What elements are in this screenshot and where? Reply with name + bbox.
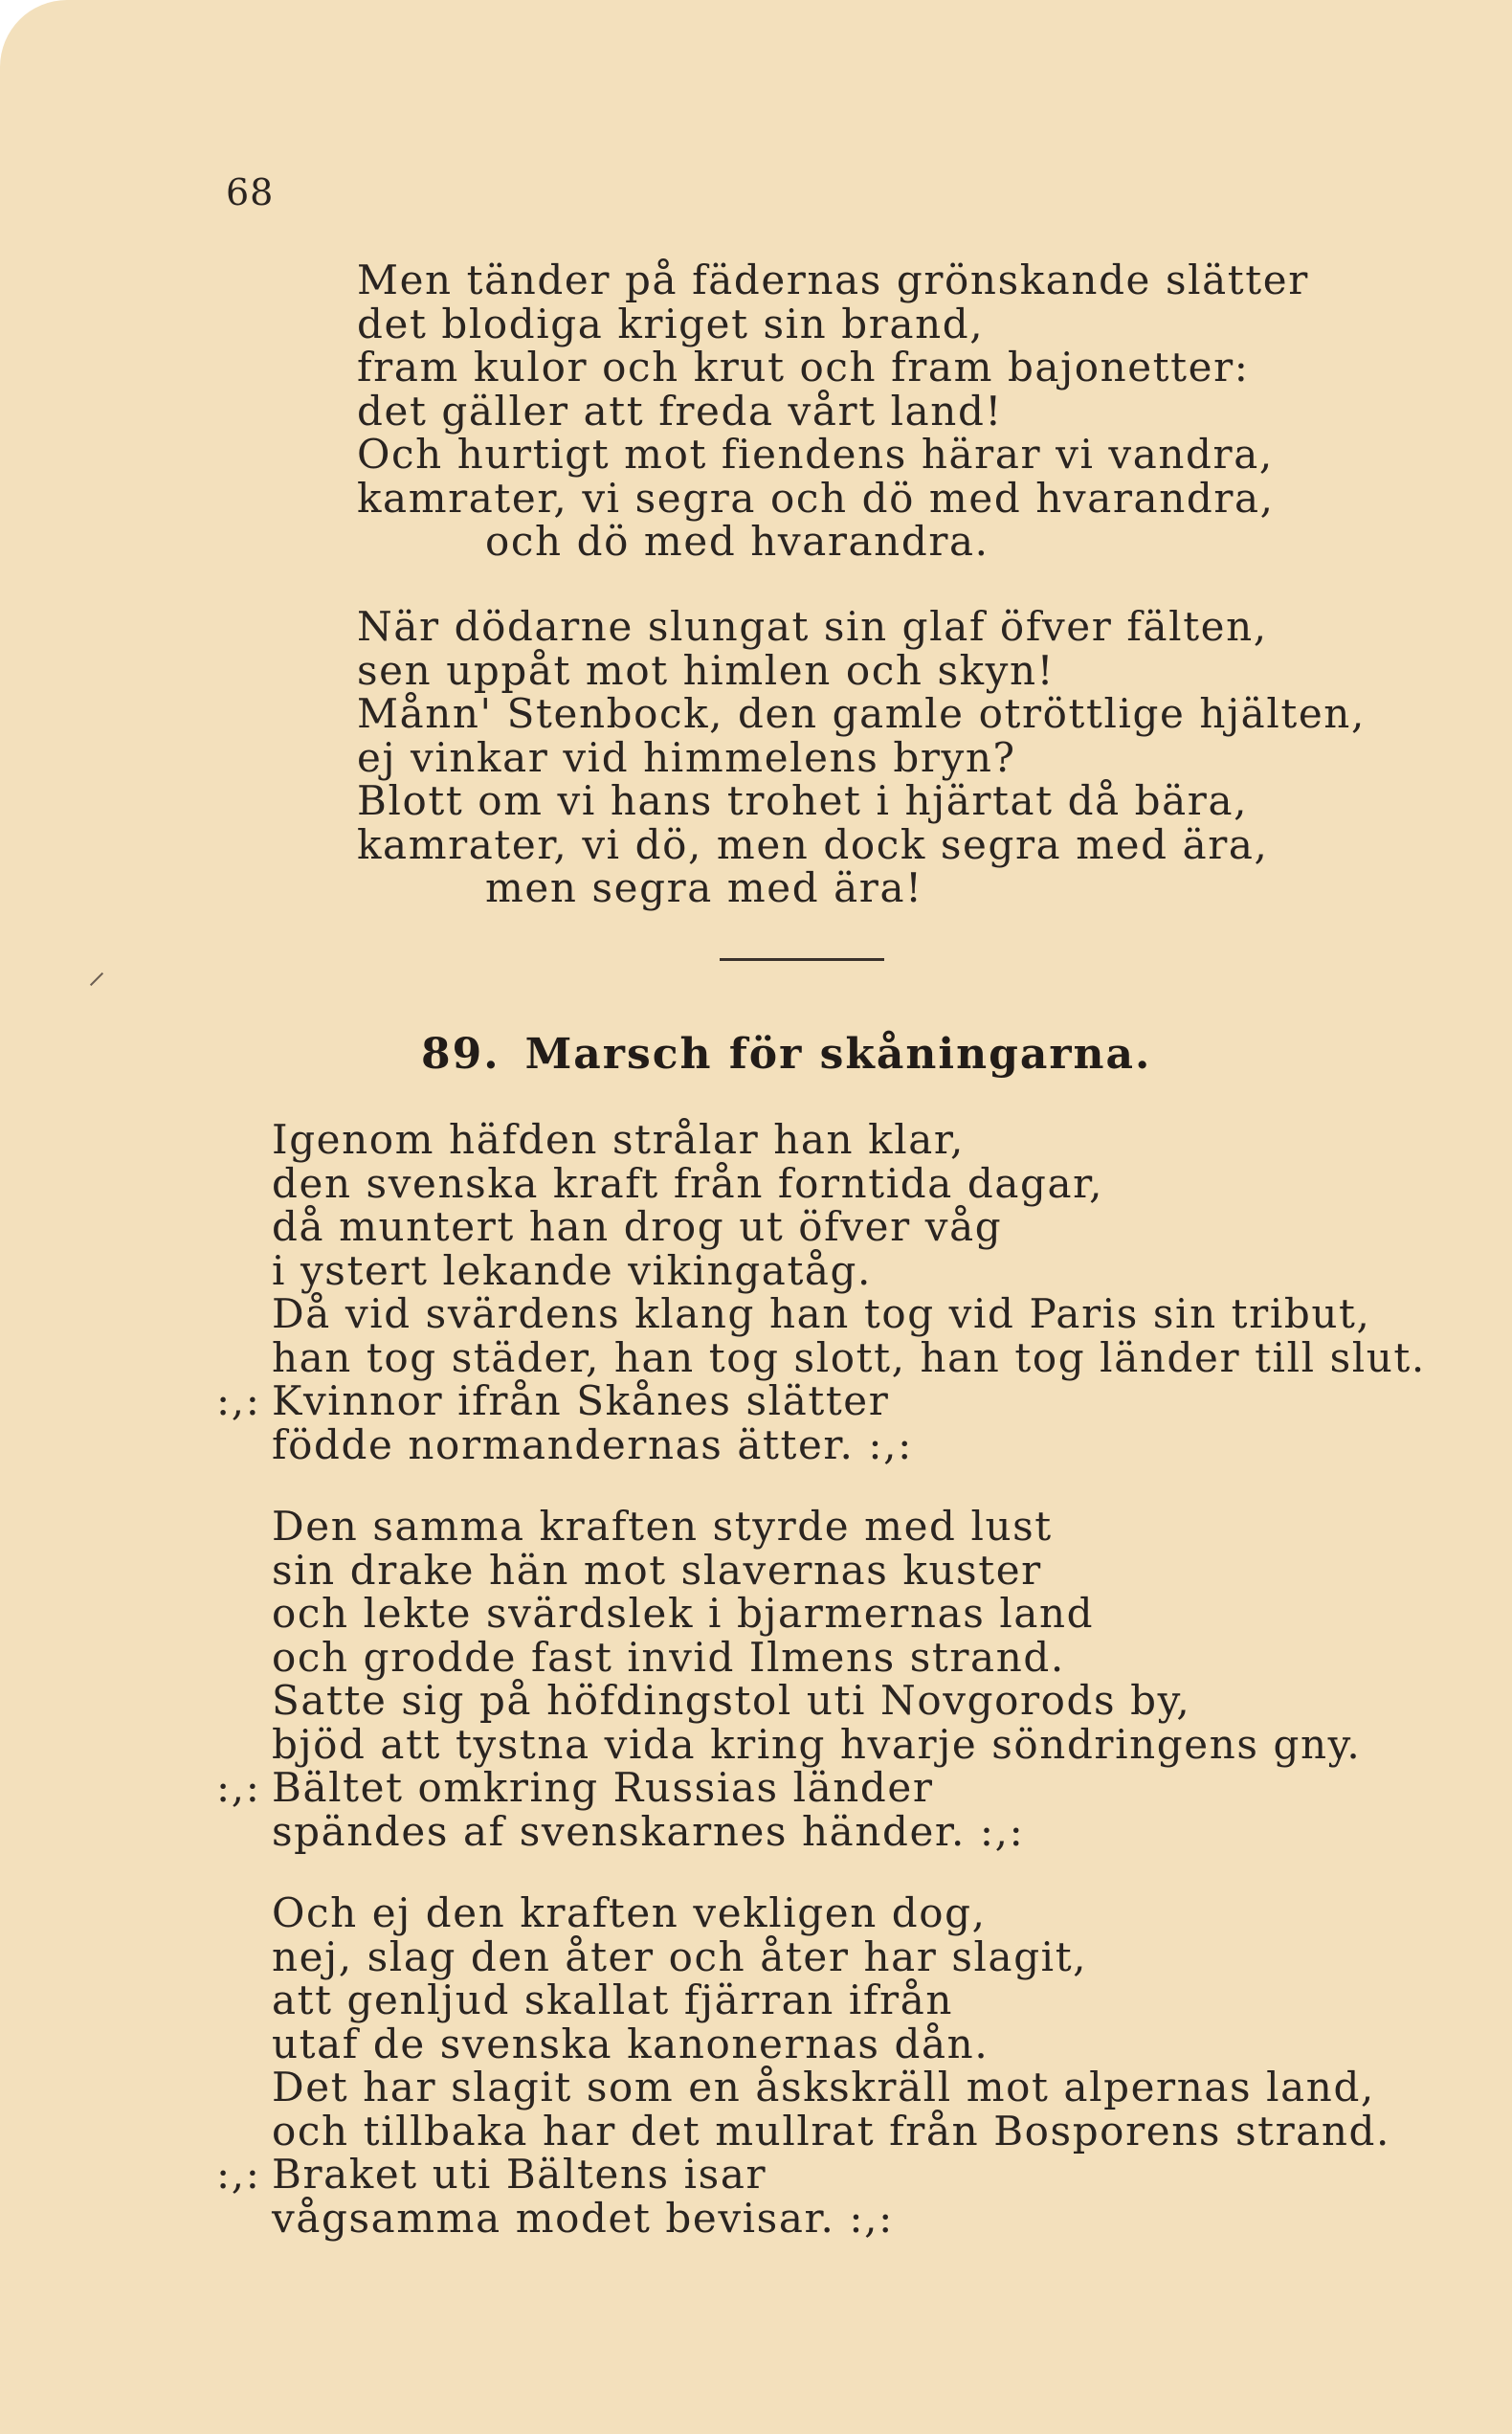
verse-line — [357, 474, 1309, 522]
verse-line — [357, 779, 1366, 823]
verse-text: kamrater, vi segra och dö med hvarandra, — [357, 474, 1275, 522]
verse-line — [272, 1633, 1361, 1681]
verse-text: Det har slagit som en åskskräll mot alpernas land, — [272, 2064, 1375, 2110]
verse-line — [357, 387, 1309, 435]
verse-line — [272, 1932, 1390, 1980]
verse-text: Satte sig på höfdingstol uti Novgorods by, — [272, 1677, 1191, 1724]
verse-line — [272, 1546, 1361, 1594]
repeat-mark: :,: — [216, 1764, 261, 1811]
verse-line — [357, 258, 1309, 302]
verse-line — [216, 1377, 1426, 1424]
verse-line — [357, 820, 1366, 868]
verse-line — [272, 1246, 1426, 1294]
verse-text: Blott om vi hans trohet i hjärtat då bära, — [357, 777, 1249, 824]
margin-pencil-mark — [90, 972, 103, 986]
verse-text: och grodde fast invid Ilmens strand. — [272, 1633, 1065, 1681]
verse-text: den svenska kraft från forntida dagar, — [272, 1159, 1104, 1207]
verse-text: då muntert han drog ut öfver våg — [272, 1203, 1003, 1250]
song-89-stanza-3 — [216, 1889, 1390, 2242]
verse-line — [272, 1720, 1362, 1768]
verse-line — [272, 1333, 1426, 1381]
verse-text: utaf de svenska kanonernas dån. — [272, 2020, 989, 2067]
verse-text: sin drake hän mot slavernas kuster — [272, 1546, 1042, 1594]
verse-text: Braket uti Bältens isar — [272, 2151, 767, 2198]
verse-line — [216, 2151, 1390, 2198]
verse-text: Men tänder på fädernas grönskande slätter — [357, 257, 1309, 303]
verse-line — [357, 346, 1309, 390]
verse-line — [357, 433, 1309, 477]
verse-text: Då vid svärdens klang han tog vid Paris sin tribut, — [272, 1290, 1371, 1337]
verse-text: och dö med hvarandra. — [485, 518, 989, 565]
repeat-mark: :,: — [216, 1377, 261, 1424]
verse-line — [272, 1292, 1426, 1336]
section-divider — [720, 958, 884, 961]
verse-line — [357, 302, 1309, 346]
repeat-mark: :,: — [216, 2151, 261, 2198]
song-89-stanza-2 — [216, 1503, 1362, 1855]
verse-line — [272, 1679, 1361, 1723]
verse-line — [272, 1592, 1361, 1636]
verse-line — [272, 2022, 1390, 2066]
verse-line — [272, 2107, 1390, 2155]
verse-line — [216, 1764, 1361, 1811]
verse-text: men segra med ära! — [485, 864, 923, 911]
verse-line — [272, 1118, 1426, 1162]
verse-text: spändes af svenskarnes händer. :,: — [272, 1807, 1025, 1855]
verse-line — [357, 646, 1366, 694]
verse-line — [272, 1891, 1390, 1935]
song-heading — [421, 1026, 1151, 1083]
verse-line — [357, 733, 1366, 781]
verse-text: Och ej den kraften vekligen dog, — [272, 1889, 987, 1936]
verse-text: och lekte svärdslek i bjarmernas land — [272, 1590, 1095, 1637]
verse-text: Bältet omkring Russias länder — [272, 1764, 934, 1811]
verse-text: att genljud skallat fjärran ifrån — [272, 1976, 954, 2023]
verse-text: sen uppåt mot himlen och skyn! — [357, 646, 1056, 694]
verse-text: När dödarne slungat sin glaf öfver fälten, — [357, 603, 1268, 650]
verse-line — [272, 1505, 1361, 1549]
verse-text: Månn' Stenbock, den gamle otröttlige hjälten, — [357, 690, 1366, 737]
verse-text: ej vinkar vid himmelens bryn? — [357, 733, 1016, 781]
verse-line — [272, 1205, 1426, 1249]
verse-line — [272, 1420, 1426, 1468]
verse-text: fram kulor och krut och fram bajonetter: — [357, 344, 1250, 391]
song-88-stanza-2 — [357, 605, 1366, 910]
verse-line — [357, 605, 1366, 649]
song-title: Marsch för skåningarna. — [524, 1030, 1152, 1079]
verse-text: Igenom häfden strålar han klar, — [272, 1116, 965, 1163]
verse-text: kamrater, vi dö, men dock segra med ära, — [357, 820, 1269, 868]
verse-text: vågsamma modet bevisar. :,: — [272, 2194, 894, 2242]
verse-text: nej, slag den åter och åter har slagit, — [272, 1932, 1088, 1980]
verse-text: det gäller att freda vårt land! — [357, 387, 1003, 435]
verse-line — [272, 2066, 1390, 2110]
song-88-stanza-1 — [357, 258, 1309, 564]
verse-text: Och hurtigt mot fiendens härar vi vandra, — [357, 431, 1274, 478]
verse-line — [272, 1978, 1390, 2022]
song-number: 89. — [421, 1030, 500, 1079]
verse-line — [272, 2194, 1390, 2242]
verse-text: Den samma kraften styrde med lust — [272, 1503, 1053, 1550]
verse-text: i ystert lekande vikingatåg. — [272, 1246, 872, 1294]
verse-text: han tog städer, han tog slott, han tog länder till slut. — [272, 1333, 1426, 1381]
verse-line — [357, 866, 1366, 910]
verse-text: födde normandernas ätter. :,: — [272, 1420, 913, 1468]
verse-text: Kvinnor ifrån Skånes slätter — [272, 1377, 890, 1424]
verse-line — [272, 1159, 1426, 1207]
song-89-stanza-1 — [216, 1116, 1426, 1468]
verse-text: bjöd att tystna vida kring hvarje söndringens gny. — [272, 1720, 1362, 1768]
verse-line — [357, 520, 1309, 564]
verse-line — [357, 692, 1366, 736]
page-number: 68 — [226, 171, 275, 213]
verse-text: och tillbaka har det mullrat från Bosporens strand. — [272, 2107, 1390, 2155]
verse-line — [272, 1807, 1361, 1855]
verse-text: det blodiga kriget sin brand, — [357, 300, 985, 347]
